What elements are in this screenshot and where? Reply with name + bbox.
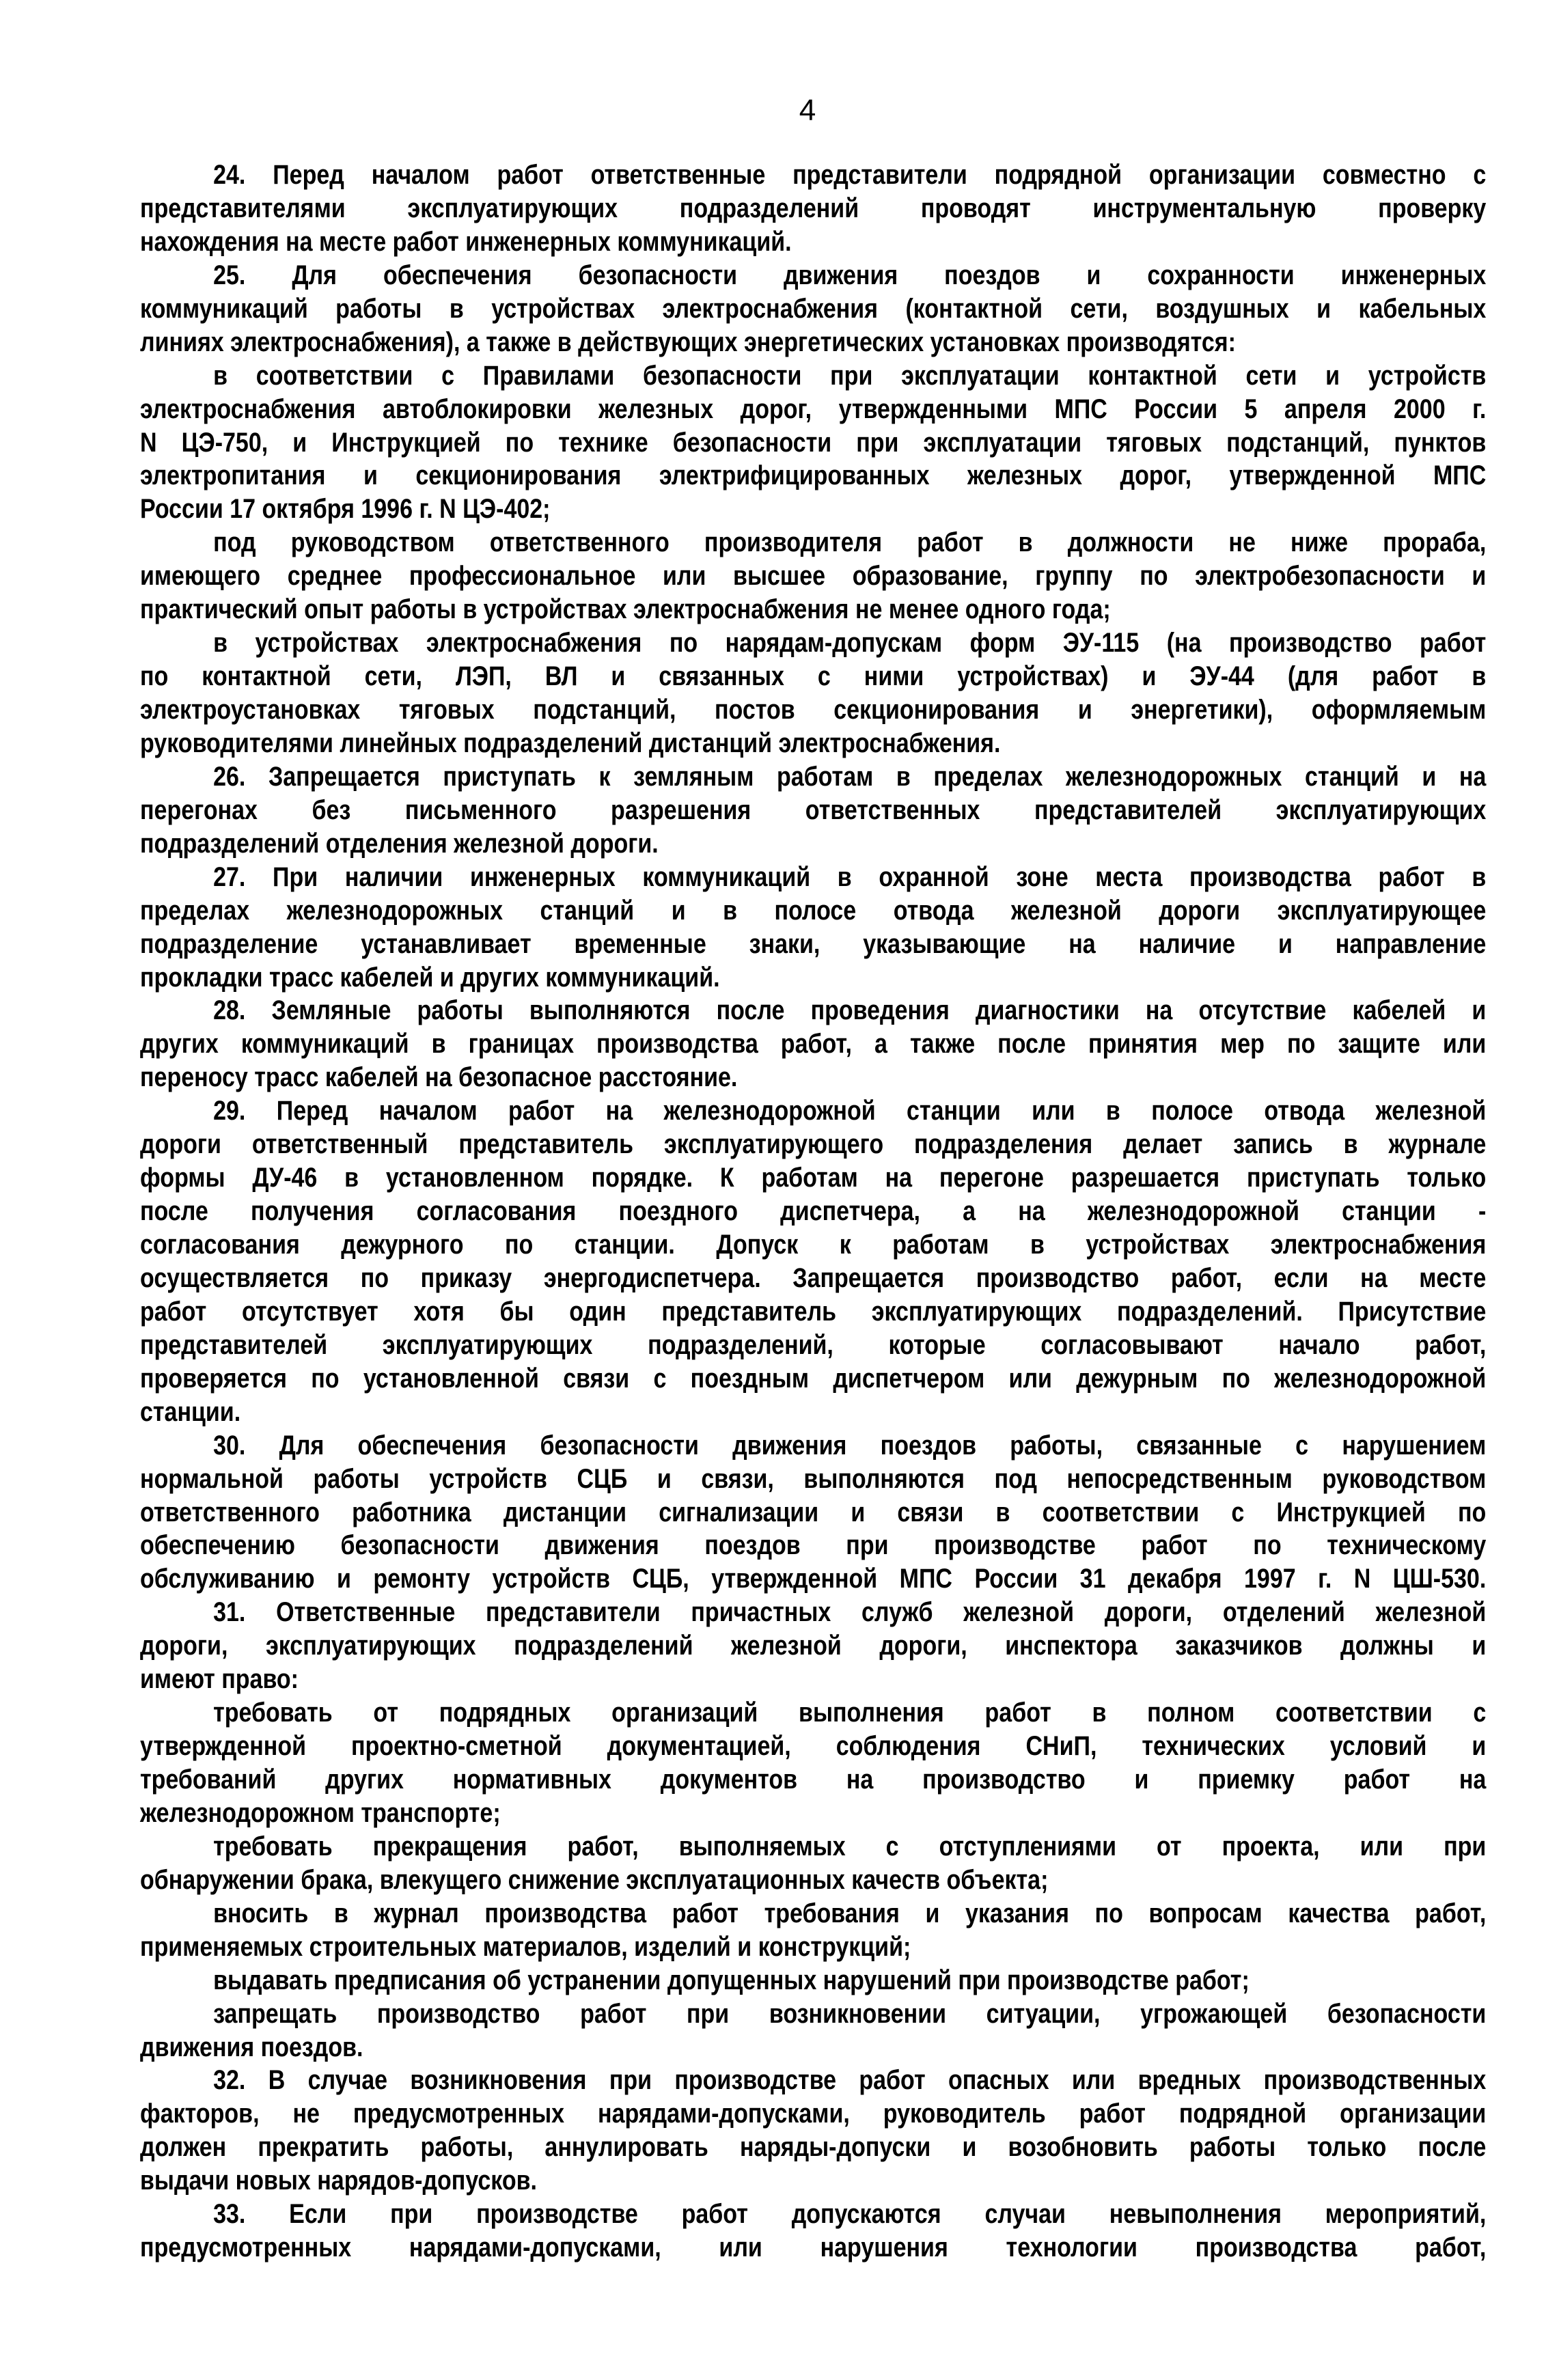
text-line: обнаружении брака, влекущего снижение эксплуатационных качеств объекта; bbox=[140, 1864, 1049, 1895]
text-line: выдачи новых нарядов-допусков. bbox=[140, 2165, 537, 2196]
paragraph bbox=[140, 1429, 1486, 1596]
text-line: выдавать предписания об устранении допущенных нарушений при производстве работ; bbox=[213, 1965, 1250, 1995]
paragraph bbox=[140, 760, 1486, 861]
text-line: согласования дежурного по станции. Допуск к работам в устройствах электроснабжения bbox=[140, 1230, 1487, 1260]
text-line: линиях электроснабжения), а также в действующих энергетических установках производятся: bbox=[140, 327, 1236, 357]
text-line: должен прекратить работы, аннулировать наряды-допуски и возобновить работы только после bbox=[140, 2132, 1487, 2163]
text-line: имеют право: bbox=[140, 1664, 299, 1695]
text-line: 28. Земляные работы выполняются после проведения диагностики на отсутствие кабелей и bbox=[213, 995, 1487, 1026]
paragraph bbox=[140, 1094, 1486, 1428]
text-line: дороги, эксплуатирующих подразделений железной дороги, инспектора заказчиков должны и bbox=[140, 1631, 1487, 1661]
text-line: проверяется по установленной связи с поездным диспетчером или дежурным по железнодорожной bbox=[140, 1363, 1487, 1394]
text-line: подразделение устанавливает временные знаки, указывающие на наличие и направление bbox=[140, 928, 1487, 959]
paragraph bbox=[140, 2064, 1486, 2198]
text-line: требовать от подрядных организаций выполнения работ в полном соответствии с bbox=[213, 1698, 1487, 1728]
text-line: практический опыт работы в устройствах электроснабжения не менее одного года; bbox=[140, 594, 1111, 625]
paragraph bbox=[140, 1830, 1486, 1897]
text-line: электроустановках тяговых подстанций, постов секционирования и энергетики), оформляемым bbox=[140, 695, 1487, 725]
text-line: обслуживанию и ремонту устройств СЦБ, утвержденной МПС России 31 декабря 1997 г. N ЦШ-530. bbox=[140, 1564, 1487, 1594]
page-number: 4 bbox=[799, 94, 816, 127]
text-line: руководителями линейных подразделений дистанций электроснабжения. bbox=[140, 728, 1001, 758]
text-line: обеспечению безопасности движения поездов при производстве работ по техническому bbox=[140, 1530, 1487, 1561]
text-line: под руководством ответственного производителя работ в должности не ниже прораба, bbox=[213, 527, 1487, 558]
paragraph bbox=[140, 2198, 1486, 2265]
text-line: утвержденной проектно-сметной документацией, соблюдения СНиП, технических условий и bbox=[140, 1731, 1487, 1762]
paragraph bbox=[140, 526, 1486, 626]
text-line: представителями эксплуатирующих подразделений проводят инструментальную проверку bbox=[140, 193, 1487, 223]
text-line: представителей эксплуатирующих подразделений, которые согласовывают начало работ, bbox=[140, 1329, 1487, 1360]
text-line: запрещать производство работ при возникновении ситуации, угрожающей безопасности bbox=[213, 1998, 1487, 2029]
paragraph bbox=[140, 994, 1486, 1094]
text-line: железнодорожном транспорте; bbox=[140, 1797, 501, 1828]
text-line: применяемых строительных материалов, изделий и конструкций; bbox=[140, 1931, 911, 1962]
text-line: имеющего среднее профессиональное или высшее образование, группу по электробезопасности и bbox=[140, 561, 1487, 592]
text-line: перегонах без письменного разрешения ответственных представителей эксплуатирующих bbox=[140, 794, 1487, 825]
text-line: 27. При наличии инженерных коммуникаций в охранной зоне места производства работ в bbox=[213, 861, 1487, 892]
document-body bbox=[140, 158, 1486, 2265]
paragraph bbox=[140, 1964, 1486, 1997]
text-line: 24. Перед началом работ ответственные представители подрядной организации совместно с bbox=[213, 160, 1487, 190]
text-line: вносить в журнал производства работ требования и указания по вопросам качества работ, bbox=[213, 1898, 1487, 1928]
text-line: дороги ответственный представитель эксплуатирующего подразделения делает запись в журнале bbox=[140, 1129, 1487, 1160]
text-line: 30. Для обеспечения безопасности движения поездов работы, связанные с нарушением bbox=[213, 1430, 1487, 1461]
text-line: электроснабжения автоблокировки железных дорог, утвержденными МПС России 5 апреля 2000 г. bbox=[140, 393, 1487, 424]
text-line: 31. Ответственные представители причастных служб железной дороги, отделений железной bbox=[213, 1597, 1487, 1628]
paragraph bbox=[140, 1596, 1486, 1696]
text-line: факторов, не предусмотренных нарядами-допусками, руководитель работ подрядной организации bbox=[140, 2099, 1487, 2129]
text-line: 33. Если при производстве работ допускаются случаи невыполнения мероприятий, bbox=[213, 2199, 1487, 2230]
paragraph bbox=[140, 1696, 1486, 1830]
text-line: движения поездов. bbox=[140, 2032, 363, 2062]
text-line: нормальной работы устройств СЦБ и связи, выполняются под непосредственным руководством bbox=[140, 1463, 1487, 1494]
text-line: ответственного работника дистанции сигнализации и связи в соответствии с Инструкцией по bbox=[140, 1497, 1487, 1527]
paragraph bbox=[140, 1897, 1486, 1964]
text-line: осуществляется по приказу энергодиспетчера. Запрещается производство работ, если на месте bbox=[140, 1262, 1487, 1293]
text-line: N ЦЭ-750, и Инструкцией по технике безопасности при эксплуатации тяговых подстанций, пунктов bbox=[140, 427, 1487, 458]
text-line: работ отсутствует хотя бы один представитель эксплуатирующих подразделений. Присутствие bbox=[140, 1296, 1487, 1327]
text-line: предусмотренных нарядами-допусками, или нарушения технологии производства работ, bbox=[140, 2232, 1487, 2263]
text-line: в устройствах электроснабжения по нарядам-допускам форм ЭУ-115 (на производство работ bbox=[213, 628, 1487, 659]
text-line: по контактной сети, ЛЭП, ВЛ и связанных с ними устройствах) и ЭУ-44 (для работ в bbox=[140, 661, 1487, 692]
paragraph bbox=[140, 626, 1486, 760]
text-line: коммуникаций работы в устройствах электроснабжения (контактной сети, воздушных и кабельных bbox=[140, 293, 1487, 324]
text-line: после получения согласования поездного диспетчера, а на железнодорожной станции - bbox=[140, 1196, 1487, 1227]
text-line: 32. В случае возникновения при производстве работ опасных или вредных производственных bbox=[213, 2065, 1487, 2096]
text-line: 25. Для обеспечения безопасности движения поездов и сохранности инженерных bbox=[213, 260, 1487, 290]
text-line: требований других нормативных документов на производство и приемку работ на bbox=[140, 1765, 1487, 1795]
text-line: электропитания и секционирования электрифицированных железных дорог, утвержденной МПС bbox=[140, 460, 1487, 491]
text-line: требовать прекращения работ, выполняемых с отступлениями от проекта, или при bbox=[213, 1831, 1487, 1862]
text-line: нахождения на месте работ инженерных коммуникаций. bbox=[140, 226, 792, 257]
text-line: подразделений отделения железной дороги. bbox=[140, 828, 659, 859]
text-line: других коммуникаций в границах производства работ, а также после принятия мер по защите или bbox=[140, 1029, 1487, 1060]
text-line: переносу трасс кабелей на безопасное расстояние. bbox=[140, 1062, 738, 1093]
text-line: России 17 октября 1996 г. N ЦЭ-402; bbox=[140, 494, 551, 525]
paragraph bbox=[140, 158, 1486, 259]
paragraph bbox=[140, 359, 1486, 527]
text-line: 26. Запрещается приступать к земляным работам в пределах железнодорожных станций и на bbox=[213, 761, 1487, 792]
text-line: 29. Перед началом работ на железнодорожной станции или в полосе отвода железной bbox=[213, 1096, 1487, 1126]
paragraph bbox=[140, 1997, 1486, 2064]
text-line: прокладки трасс кабелей и других коммуникаций. bbox=[140, 962, 720, 993]
text-line: формы ДУ-46 в установленном порядке. К работам на перегоне разрешается приступать только bbox=[140, 1163, 1487, 1193]
paragraph bbox=[140, 259, 1486, 359]
text-line: пределах железнодорожных станций и в полосе отвода железной дороги эксплуатирующее bbox=[140, 895, 1487, 926]
text-line: в соответствии с Правилами безопасности при эксплуатации контактной сети и устройств bbox=[213, 360, 1487, 391]
text-line: станции. bbox=[140, 1396, 241, 1427]
paragraph bbox=[140, 861, 1486, 995]
